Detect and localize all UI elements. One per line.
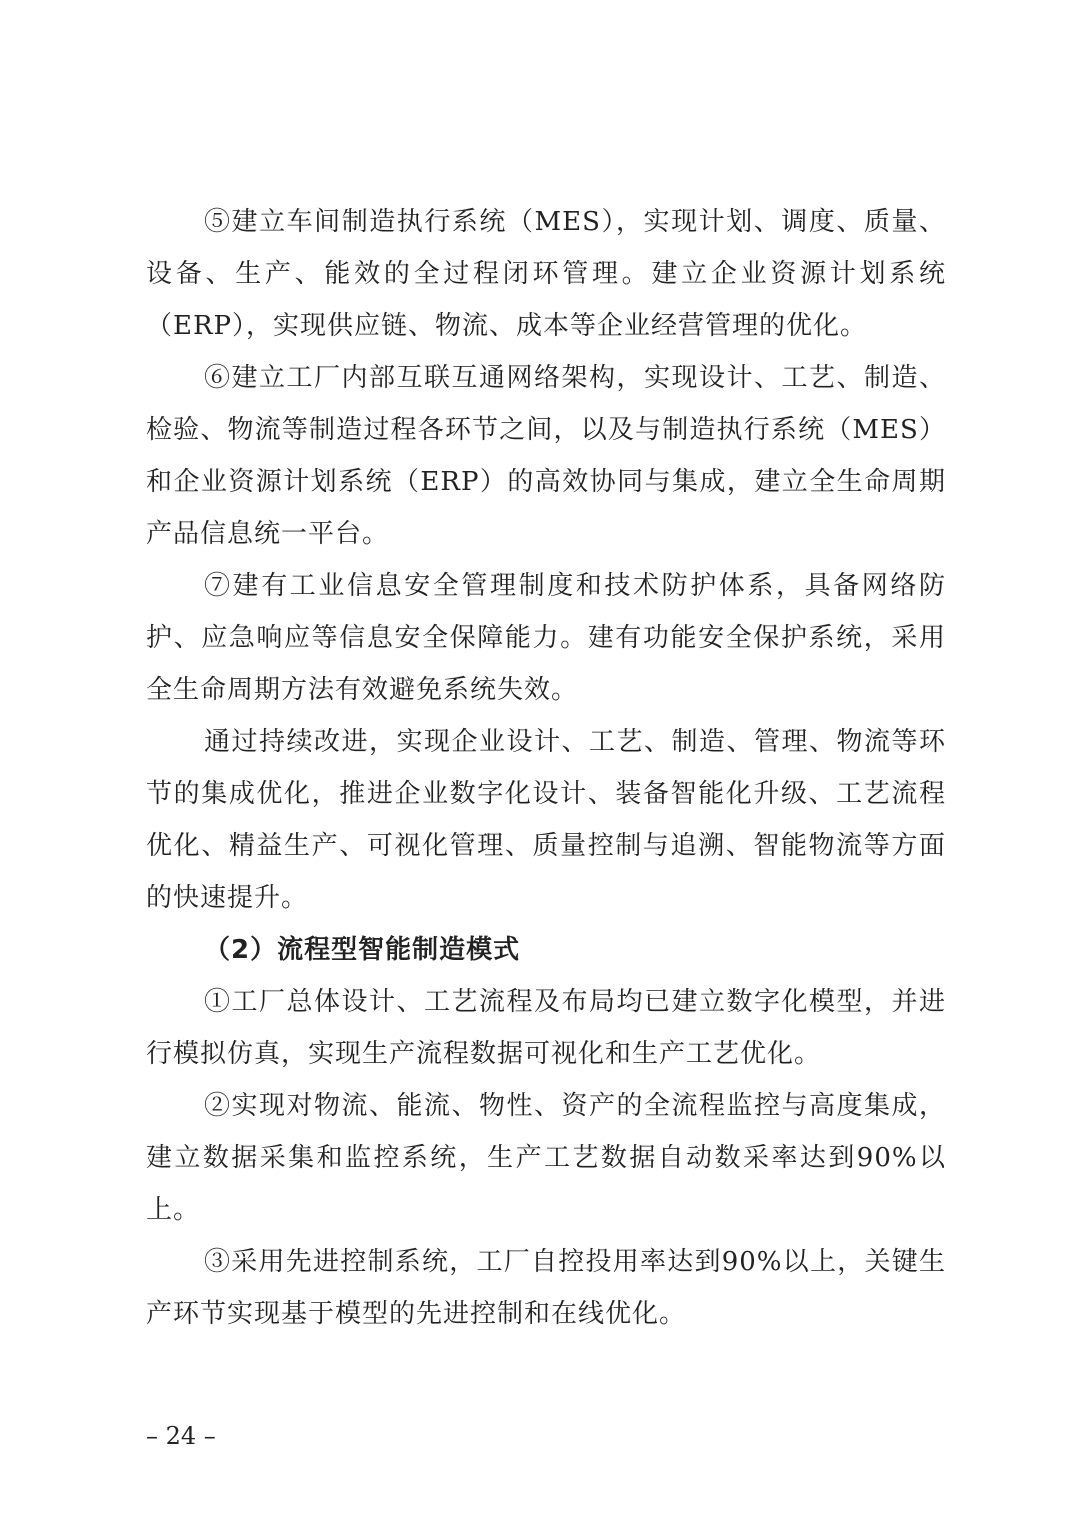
document-body	[146, 196, 946, 1340]
page-number: – 24 –	[146, 1422, 216, 1450]
paragraph-continuous-improvement: 通过持续改进，实现企业设计、工艺、制造、管理、物流等环节的集成优化，推进企业数字化设计、装备智能化升级、工艺流程优化、精益生产、可视化管理、质量控制与追溯、智能物流等方面的快速提升。	[146, 727, 946, 913]
paragraph-process-monitoring: ②实现对物流、能流、物性、资产的全流程监控与高度集成，建立数据采集和监控系统，生产工艺数据自动数采率达到90%以上。	[146, 1091, 946, 1225]
paragraph-advanced-control: ③采用先进控制系统，工厂自控投用率达到90%以上，关键生产环节实现基于模型的先进控制和在线优化。	[146, 1247, 946, 1329]
paragraph-digital-model: ①工厂总体设计、工艺流程及布局均已建立数字化模型，并进行模拟仿真，实现生产流程数据可视化和生产工艺优化。	[146, 987, 946, 1069]
paragraph-information-security: ⑦建有工业信息安全管理制度和技术防护体系，具备网络防护、应急响应等信息安全保障能力。建有功能安全保护系统，采用全生命周期方法有效避免系统失效。	[146, 571, 946, 705]
section-heading: （2）流程型智能制造模式	[204, 935, 521, 965]
paragraph-network-architecture: ⑥建立工厂内部互联互通网络架构，实现设计、工艺、制造、检验、物流等制造过程各环节之间，以及与制造执行系统（MES）和企业资源计划系统（ERP）的高效协同与集成，建立全生命周期产品信息统一平台。	[146, 363, 946, 549]
paragraph-mes-erp: ⑤建立车间制造执行系统（MES），实现计划、调度、质量、设备、生产、能效的全过程闭环管理。建立企业资源计划系统（ERP），实现供应链、物流、成本等企业经营管理的优化。	[146, 207, 946, 341]
